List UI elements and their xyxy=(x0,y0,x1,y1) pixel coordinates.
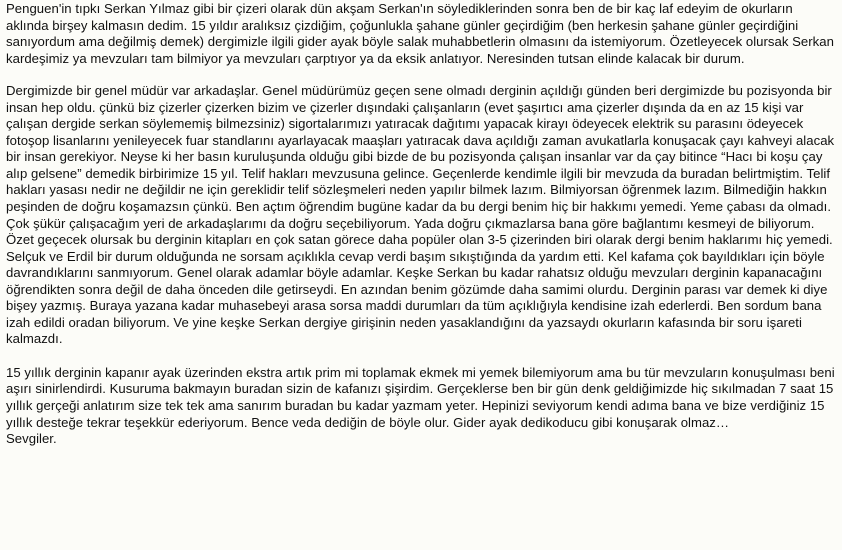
paragraph-general-manager-and-copyright: Dergimizde bir genel müdür var arkadaşlar. Genel müdürümüz geçen sene olmadı derginin açıldığı günden beri dergimizde bu pozisyonda bir insan hep oldu. çünkü biz çizerler çizerken bizim ve çizerler dışındaki çalışanların (evet şaşırtıcı ama çizerler dışında da en az 15 kişi var çalışan dergide serkan söylememiş bilmezsiniz) sigortalarımızı yatıracak dağıtımı yapacak kirayı ödeyecek elektrik su parasını ödeyecek fotoşop lisanlarını yenileyecek fuar standlarını ayarlayacak maaşları yatıracak dava açıldığı zaman avukatlarla konuşacak çayı kahveyi alacak bir insan gerekiyor. Neyse ki her basın kuruluşunda olduğu gibi bizde de bu pozisyonda çalışan insanlar var da çay bitince “Hacı bi koşu çay alıp gelsene” demedik birbirimize 15 yıl. Telif hakları mevzusuna gelince. Geçenlerde kendimle ilgili bir mevzuda da buradan belirtmiştim. Telif hakları yasası nedir ne değildir ne için gereklidir telif sözleşmeleri neden yapılır bilmek lazım. Bilmiyorsan öğrenmek lazım. Bilmediğin hakkın peşinden de doğru koşamazsın çünkü. Ben açtım öğrendim bugüne kadar da bu dergi benim hiç bir hakkımı yemedi. Yeme çabası da olmadı. Çok şükür çalışacağım yeri de arkadaşlarımı da doğru seçebiliyorum. Yada doğru çıkmazlarsa bana göre bağlantımı kesmeyi de biliyorum. Özet geçecek olursak bu derginin kitapları en çok satan görece daha popüler olan 3-5 çizerinden biri olarak dergi benim haklarımı hiç yemedi. Selçuk ve Erdil bir durum olduğunda ne sorsam açıklıkla cevap verdi başım sıkıştığında da yardım etti. Kel kafama çok bayıldıkları için böyle davrandıklarını sanmıyorum. Genel olarak adamlar böyle adamlar. Keşke Serkan bu kadar rahatsız olduğu mevzuları derginin kapanacağını öğrendikten sonra değil de daha önceden dile getirseydi. En azından benim gözümde daha samimi olurdu. Derginin parası var demek ki diye bişey yazmış. Buraya yazana kadar muhasebeyi arasa sorsa maddi durumları da tüm açıklığıyla kendisine izah ederlerdi. Ben sordum bana izah edildi oradan biliyorum. Ve yine keşke Serkan dergiye girişinin neden yasaklandığını da yazsaydı okurların kafasında bir soru işareti kalmazdı. xyxy=(6,83,835,347)
paragraph-closing: 15 yıllık derginin kapanır ayak üzerinden ekstra artık prim mi toplamak ekmek mi yemek bilemiyorum ama bu tür mevzuların konuşulması beni aşırı sinirlendirdi. Kusuruma bakmayın buradan sizin de kafanızı şişirdim. Gerçeklerse ben bir gün denk geldiğimizde hiç sıkılmadan 7 saat 15 yıllık gerçeği anlatırım size tek tek ama sanırım buradan bu kadar yazmam yeter. Hepinizi seviyorum kendi adıma bana ve bize verdiğiniz 15 yıllık desteğe tekrar teşekkür ederiyorum. Bence veda dediğin de böyle olur. Gider ayak dedikoducu gibi konuşarak olmaz… xyxy=(6,364,835,430)
paragraph-intro: Penguen'in tıpkı Serkan Yılmaz gibi bir çizeri olarak dün akşam Serkan'ın söylediklerinden sonra ben de bir kaç laf edeyim de okurların aklında birşey kalmasın dedim. 15 yıldır aralıksız çizdiğim, çoğunlukla şahane günler geçirdiğim (ben herkesin şahane günler geçirdiğini sanıyordum ama değilmiş demek) dergimizle ilgili gider ayak böyle salak muhabbetlerin olmasını da istemiyorum. Özetleyecek olursak Serkan kardeşimiz ya mevzuları tam bilmiyor ya mevzuları çarptıyor ya da eksik anlatıyor. Neresinden tutsan elinde kalacak bir durum. xyxy=(6,1,834,66)
signature: Sevgiler. xyxy=(6,431,57,447)
